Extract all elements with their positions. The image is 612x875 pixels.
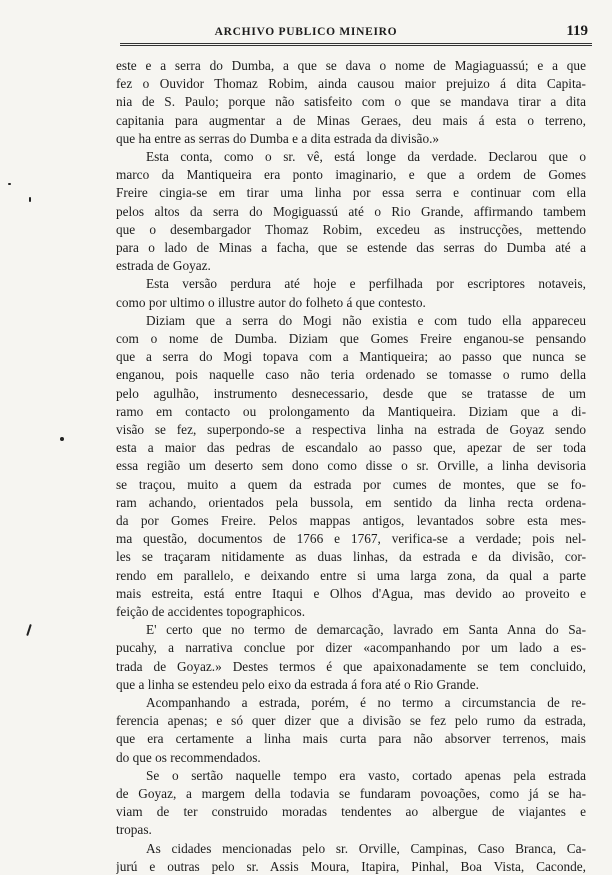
- text-line: que o desembargador Thomaz Robim, excedeu as instrucções, mettendo: [116, 221, 586, 237]
- text-line: ferencia apenas; e só quer dizer que a divisão se fez pelo rumo da estrada,: [116, 713, 586, 729]
- page-number: 119: [566, 23, 588, 39]
- text-line: de Goyaz, a margem della todavia se fundaram povoações, como já se ha-: [116, 786, 586, 801]
- text-line: Freire cingia-se em tirar uma linha por essa serra e continuar com ella: [116, 185, 586, 201]
- text-line: visão se fez, superpondo-se a respectiva linha na estrada de Goyaz sendo: [116, 422, 586, 437]
- text-line: trada de Goyaz.» Destes termos é que apaixonadamente se tem concluido,: [116, 658, 586, 674]
- text-line: marco da Mantiqueira era ponto imaginario, e que a ordem de Gomes: [116, 167, 586, 183]
- text-line: se traçou, muito a quem da estrada por cumes de montes, que se fo-: [116, 476, 586, 492]
- text-line: que era certamente a linha mais curta para não absorver terrenos, mais: [116, 731, 586, 747]
- text-line: capitania para augmentar a de Minas Geraes, deu mais á esta o terreno,: [116, 112, 586, 128]
- text-line: fez o Ouvidor Thomaz Robim, ainda causou maior prejuizo á dita Capita-: [116, 76, 586, 92]
- text-line: ram achando, orientados pela bussola, em sentido da linha recta ordena-: [116, 494, 586, 510]
- text-line: Esta conta, como o sr. vê, está longe da verdade. Declarou que o: [146, 149, 586, 164]
- text-line: Se o sertão naquelle tempo era vasto, cortado apenas pela estrada: [146, 767, 586, 783]
- text-line: tropas.: [116, 822, 152, 838]
- margin-speck: [8, 183, 11, 185]
- text-line: que a serra do Mogi topava com a Mantiqueira; ao passo que nunca se: [116, 349, 586, 365]
- text-line: da por Gomes Freire. Pelos mappas antigos, levantados sobre esta mes-: [116, 513, 586, 528]
- text-line: Esta versão perdura até hoje e perfilhada por escriptores notaveis,: [146, 276, 586, 292]
- text-line: E' certo que no termo de demarcação, lavrado em Santa Anna do Sa-: [146, 622, 586, 638]
- text-line: como por ultimo o illustre autor do folheto á que contesto.: [116, 294, 426, 310]
- text-line: ramo em contacto ou prolongamento da Mantiqueira. Diziam que a di-: [116, 403, 586, 419]
- text-line: nia de S. Paulo; porque não satisfeito com o que se mandava tirar a dita: [116, 94, 586, 110]
- text-line: pelo agulhão, instrumento desnecessario, desde que se tratasse de um: [116, 385, 586, 401]
- text-line: estrada de Goyaz.: [116, 258, 211, 274]
- text-line: ma questão, documentos de 1766 e 1767, verifica-se a verdade; pois nel-: [116, 531, 586, 547]
- text-line: Diziam que a serra do Mogi não existia e com tudo ella appareceu: [146, 312, 586, 328]
- text-line: do que os recommendados.: [116, 749, 261, 765]
- text-line: que ha entre as serras do Dumba e a dita estrada da divisão.»: [116, 130, 440, 146]
- text-line: les se traçaram nitidamente as duas linhas, da estrada e da divisão, cor-: [116, 549, 586, 565]
- text-line: esta a maior das pedras de escandalo ao passo que, apezar de ser toda: [116, 440, 586, 456]
- text-line: viam de ter construido moradas tendentes ao albergue de viajantes e: [116, 804, 586, 820]
- text-line: com o nome de Dumba. Diziam que Gomes Freire enganou-se pensando: [116, 331, 586, 346]
- text-line: mais estreita, está entre Itaqui e Olhos d'Agua, mas devido ao proveito e: [116, 585, 586, 601]
- text-line: rendo em parallelo, e deixando entre si uma larga zona, da qual a parte: [116, 567, 586, 583]
- margin-speck: [29, 197, 31, 202]
- text-line: jurú e outras pelo sr. Assis Moura, Itapira, Pinhal, Boa Vista, Caconde,: [116, 858, 586, 874]
- text-line: este e a serra do Dumba, a que se dava o nome de Magiaguassú; e a que: [116, 58, 586, 73]
- text-line: pelos altos da serra do Mogiguassú até o Rio Grande, affirmando tambem: [116, 203, 586, 219]
- margin-speck: [60, 437, 64, 441]
- text-line: que a linha se estendeu pelo eixo da estrada á fora até o Rio Grande.: [116, 676, 479, 692]
- text-line: enganou, pois naquelle caso não teria ordenado se tomasse o rumo della: [116, 367, 586, 383]
- text-line: pucahy, a narrativa conclue por dizer «acompanhando por um lado a es-: [116, 640, 586, 656]
- text-line: essa região um deserto sem dono como disse o sr. Orville, a linha devisoria: [116, 458, 586, 474]
- text-line: para o lado de Minas a facha, que se estende das serras do Dumba até a: [116, 240, 586, 255]
- running-title: ARCHIVO PUBLICO MINEIRO: [214, 26, 398, 38]
- text-line: As cidades mencionadas pelo sr. Orville, Campinas, Caso Branca, Ca-: [146, 840, 586, 856]
- text-line: Acompanhando a estrada, porém, é no termo a circumstancia de re-: [146, 695, 586, 710]
- text-line: feição de accidentes topographicos.: [116, 604, 306, 619]
